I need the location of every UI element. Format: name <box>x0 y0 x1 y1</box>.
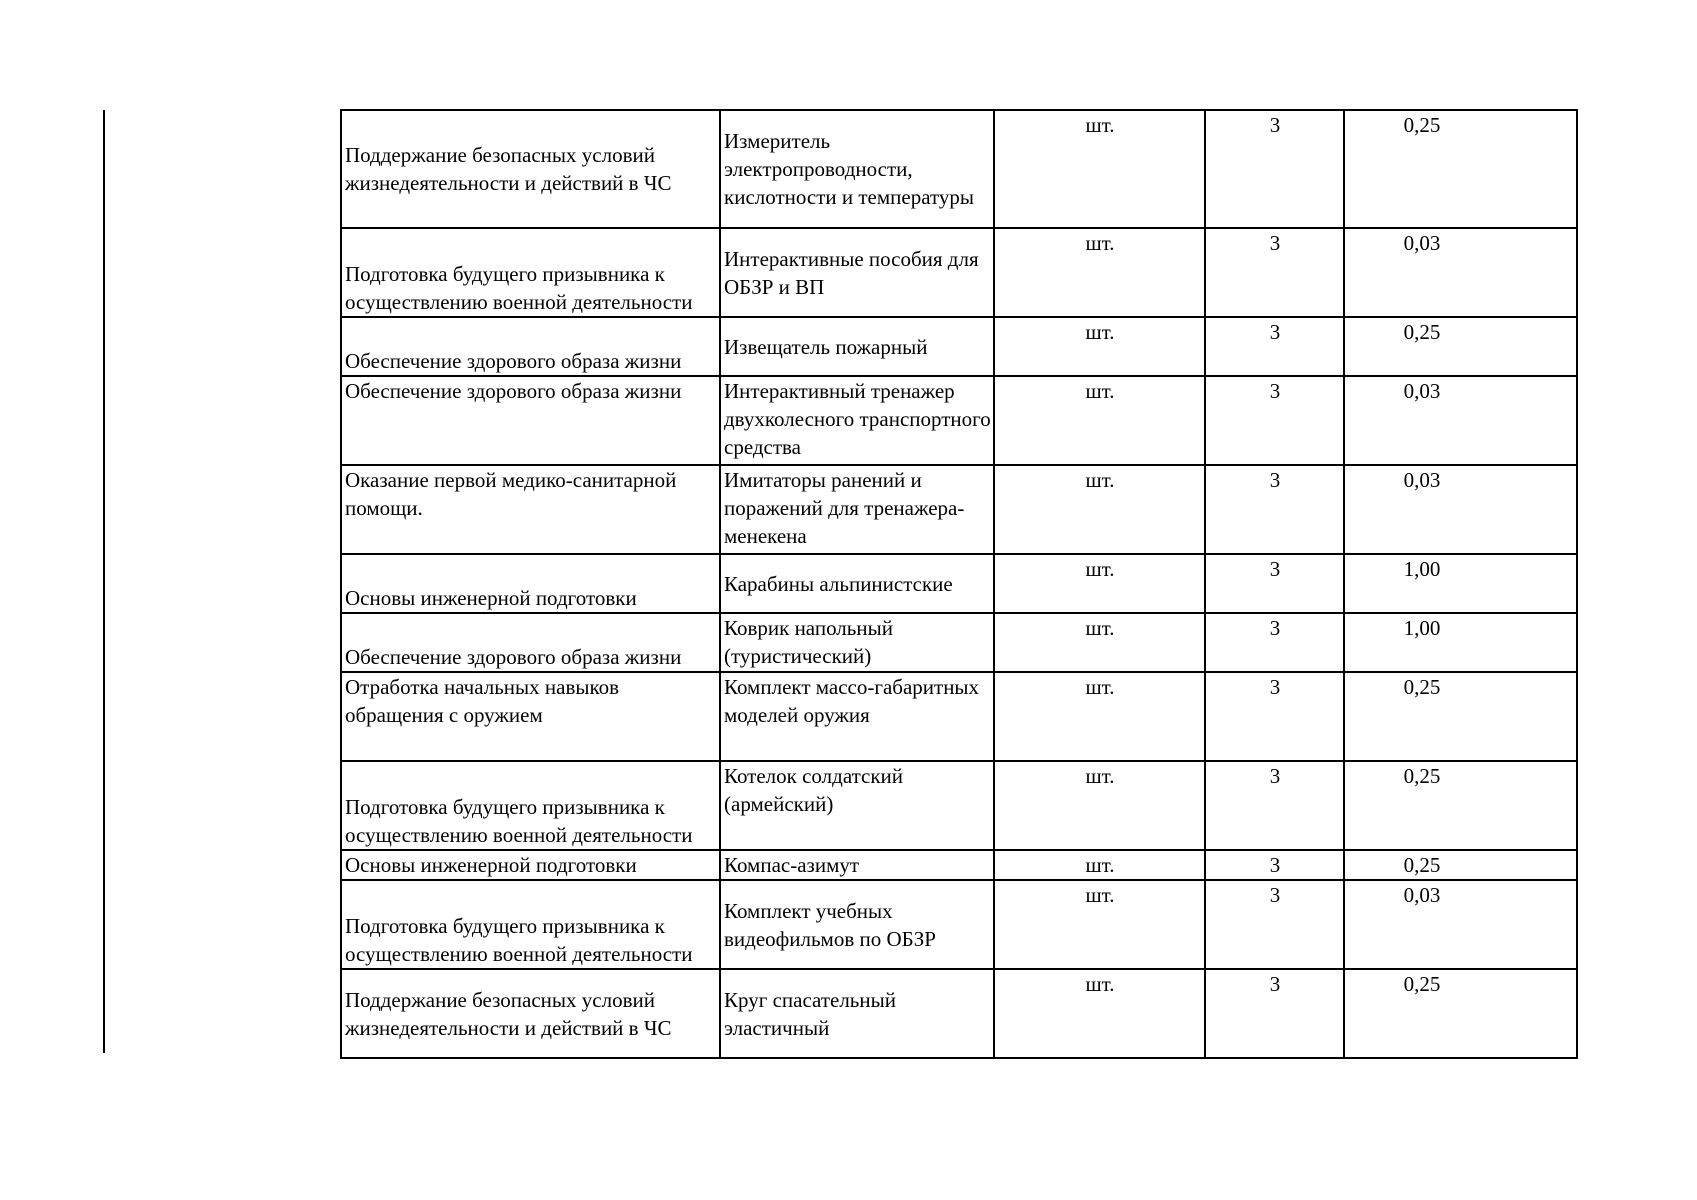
quantity-cell: 3 <box>1205 110 1344 228</box>
quantity-cell: 3 <box>1205 761 1344 850</box>
table-row <box>341 969 1577 1058</box>
value-cell: 1,00 <box>1344 554 1577 613</box>
item-cell: Имитаторы ранений и поражений для тренажера-менекена <box>720 465 994 554</box>
unit-cell: шт. <box>994 672 1205 761</box>
item-cell: Измеритель электропроводности, кислотности и температуры <box>720 110 994 228</box>
unit-cell: шт. <box>994 880 1205 969</box>
unit-cell: шт. <box>994 850 1205 880</box>
table-row <box>341 376 1577 465</box>
value-cell: 0,03 <box>1344 228 1577 317</box>
section-cell: Отработка начальных навыков обращения с оружием <box>341 672 720 761</box>
unit-cell: шт. <box>994 554 1205 613</box>
unit-cell: шт. <box>994 613 1205 672</box>
section-cell: Обеспечение здорового образа жизни <box>341 376 720 465</box>
quantity-cell: 3 <box>1205 376 1344 465</box>
value-cell: 0,25 <box>1344 969 1577 1058</box>
unit-cell: шт. <box>994 465 1205 554</box>
table-row <box>341 465 1577 554</box>
item-cell: Карабины альпинистские <box>720 554 994 613</box>
table-row <box>341 850 1577 880</box>
item-cell: Компас-азимут <box>720 850 994 880</box>
table-row <box>341 110 1577 228</box>
value-cell: 0,25 <box>1344 850 1577 880</box>
value-cell: 1,00 <box>1344 613 1577 672</box>
table-row <box>341 317 1577 376</box>
unit-cell: шт. <box>994 761 1205 850</box>
section-cell: Подготовка будущего призывника к осуществлению военной деятельности <box>341 228 720 317</box>
section-cell: Обеспечение здорового образа жизни <box>341 613 720 672</box>
equipment-table <box>340 109 1578 1059</box>
unit-cell: шт. <box>994 376 1205 465</box>
item-cell: Котелок солдатский (армейский) <box>720 761 994 850</box>
value-cell: 0,03 <box>1344 376 1577 465</box>
section-cell: Подготовка будущего призывника к осуществлению военной деятельности <box>341 880 720 969</box>
section-cell: Основы инженерной подготовки <box>341 850 720 880</box>
table-row <box>341 228 1577 317</box>
quantity-cell: 3 <box>1205 613 1344 672</box>
item-cell: Коврик напольный (туристический) <box>720 613 994 672</box>
quantity-cell: 3 <box>1205 850 1344 880</box>
table-row <box>341 880 1577 969</box>
section-cell: Поддержание безопасных условий жизнедеятельности и действий в ЧС <box>341 110 720 228</box>
section-cell: Подготовка будущего призывника к осуществлению военной деятельности <box>341 761 720 850</box>
quantity-cell: 3 <box>1205 228 1344 317</box>
quantity-cell: 3 <box>1205 317 1344 376</box>
table-row <box>341 554 1577 613</box>
item-cell: Интерактивный тренажер двухколесного транспортного средства <box>720 376 994 465</box>
value-cell: 0,25 <box>1344 110 1577 228</box>
table-row <box>341 613 1577 672</box>
section-cell: Основы инженерной подготовки <box>341 554 720 613</box>
value-cell: 0,25 <box>1344 761 1577 850</box>
item-cell: Извещатель пожарный <box>720 317 994 376</box>
section-cell: Поддержание безопасных условий жизнедеятельности и действий в ЧС <box>341 969 720 1058</box>
table-row <box>341 672 1577 761</box>
unit-cell: шт. <box>994 110 1205 228</box>
table-row <box>341 761 1577 850</box>
unit-cell: шт. <box>994 228 1205 317</box>
value-cell: 0,03 <box>1344 465 1577 554</box>
section-cell: Обеспечение здорового образа жизни <box>341 317 720 376</box>
value-cell: 0,25 <box>1344 672 1577 761</box>
quantity-cell: 3 <box>1205 880 1344 969</box>
quantity-cell: 3 <box>1205 465 1344 554</box>
value-cell: 0,03 <box>1344 880 1577 969</box>
item-cell: Круг спасательный эластичный <box>720 969 994 1058</box>
quantity-cell: 3 <box>1205 969 1344 1058</box>
item-cell: Комплект массо-габаритных моделей оружия <box>720 672 994 761</box>
item-cell: Интерактивные пособия для ОБЗР и ВП <box>720 228 994 317</box>
value-cell: 0,25 <box>1344 317 1577 376</box>
quantity-cell: 3 <box>1205 554 1344 613</box>
unit-cell: шт. <box>994 969 1205 1058</box>
left-margin-rule <box>103 110 105 1053</box>
section-cell: Оказание первой медико-санитарной помощи. <box>341 465 720 554</box>
quantity-cell: 3 <box>1205 672 1344 761</box>
item-cell: Комплект учебных видеофильмов по ОБЗР <box>720 880 994 969</box>
unit-cell: шт. <box>994 317 1205 376</box>
